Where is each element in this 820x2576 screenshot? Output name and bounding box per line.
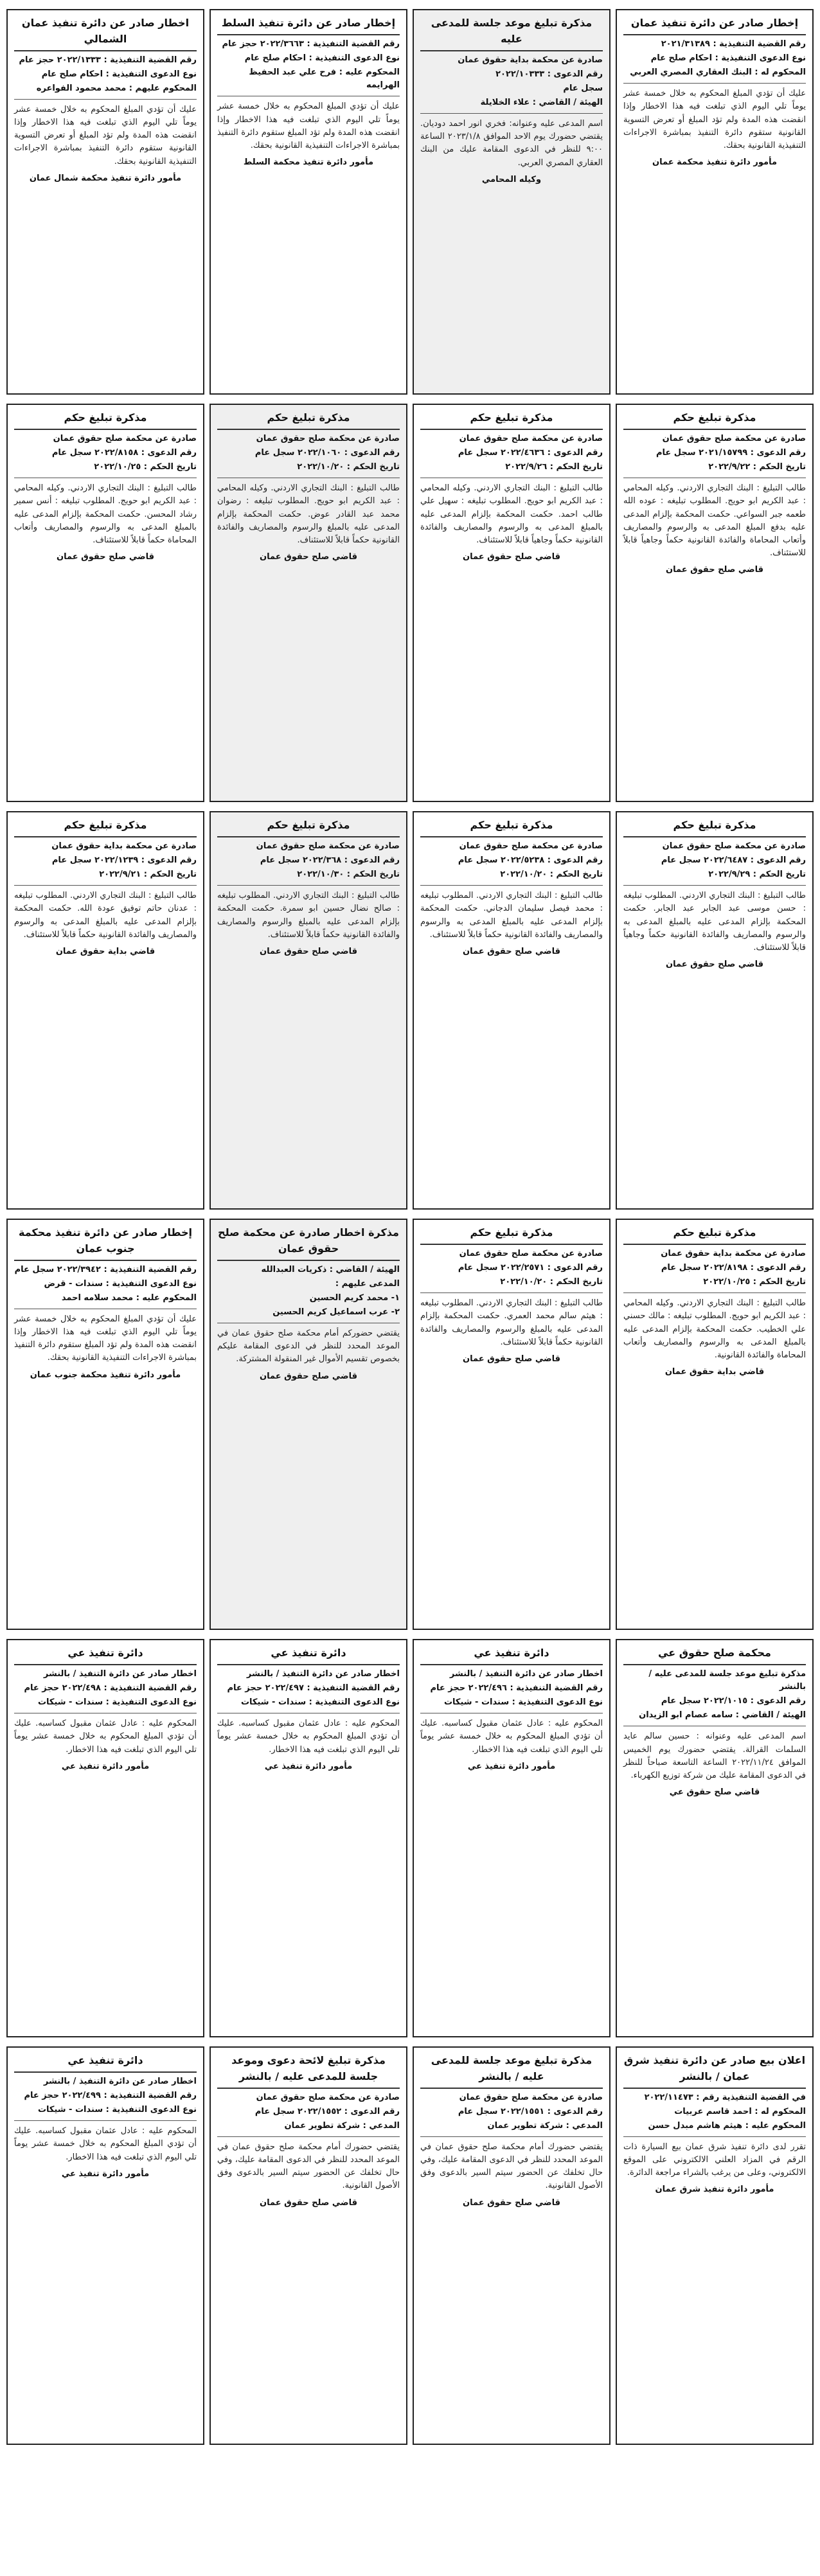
legal-notice bbox=[6, 2046, 204, 2445]
legal-notice bbox=[6, 1639, 204, 2037]
legal-notice bbox=[616, 1639, 814, 2037]
notice-line: نوع الدعوى التنفيذية : احكام صلح عام bbox=[650, 53, 806, 63]
notice-title: إخطار صادر عن دائرة تنفيذ عمان bbox=[630, 17, 799, 29]
title-divider bbox=[217, 1664, 400, 1665]
section-divider bbox=[217, 885, 400, 886]
legal-notice bbox=[616, 404, 814, 802]
title-divider bbox=[623, 2088, 806, 2089]
section-divider bbox=[14, 2120, 197, 2121]
section-divider bbox=[14, 99, 197, 100]
notice-line: نوع الدعوى التنفيذية : سندات - قرض bbox=[44, 1278, 197, 1289]
notice-line: صادرة عن محكمة بداية حقوق عمان bbox=[661, 1248, 806, 1258]
notice-row bbox=[6, 1639, 814, 2037]
notice-body: عليك أن تؤدي المبلغ المحكوم به خلال خمسة عشر يوماً تلي اليوم الذي تبلغت فيه هذا الاخطار وإذا انقضت هذه المدة ولم تؤد المبلغ ستقوم دائرة التنفيذ بمباشرة الاجراءات التنفيذية القانونية بحقك. bbox=[217, 102, 400, 150]
section-divider bbox=[420, 113, 603, 114]
notice-line: صادرة عن محكمة صلح حقوق عمان bbox=[459, 433, 603, 443]
notice-line: تاريخ الحكم : ٢٠٢٢/١٠/٢٥ bbox=[94, 462, 197, 472]
notice-line: تاريخ الحكم : ٢٠٢٢/١٠/٢٠ bbox=[297, 462, 400, 472]
notice-line: صادرة عن محكمة صلح حقوق عمان bbox=[256, 2092, 400, 2102]
title-divider bbox=[623, 429, 806, 430]
notice-row bbox=[6, 9, 814, 395]
notice-line: نوع الدعوى التنفيذية : سندات - شيكات bbox=[37, 1697, 197, 1708]
notice-body: يقتضي حضوركم أمام محكمة صلح حقوق عمان في الموعد المحدد للنظر في الدعوى المقامة عليكم بخصوص تقسيم الأموال غير المنقولة المشتركة. bbox=[217, 1328, 400, 1364]
notice-row bbox=[6, 404, 814, 802]
legal-notice bbox=[413, 9, 611, 395]
notice-line: تاريخ الحكم : ٢٠٢٢/١٠/٢٠ bbox=[500, 1277, 603, 1287]
notice-title: اخطار صادر عن دائرة تنفيذ عمان الشمالي bbox=[21, 17, 190, 45]
notice-footer: مأمور دائرة تنفيذ محكمة جنوب عمان bbox=[30, 1370, 181, 1380]
notice-footer: قاضي صلح حقوق عي bbox=[669, 1787, 760, 1797]
notice-line: صادرة عن محكمة صلح حقوق عمان bbox=[256, 433, 400, 443]
section-divider bbox=[623, 83, 806, 84]
notice-footer: مأمور دائرة تنفيذ عي bbox=[264, 1761, 353, 1771]
notice-line: المحكوم عليه : محمد سلامه احمد bbox=[61, 1292, 197, 1303]
notice-line: ١- محمد كريم الحسين bbox=[309, 1292, 400, 1303]
notice-line: اخطار صادر عن دائرة التنفيذ / بالنشر bbox=[43, 1668, 197, 1679]
notice-line: صادرة عن محكمة صلح حقوق عمان bbox=[53, 433, 197, 443]
notice-line: الهيئة / القاضي : ذكريات العبدالله bbox=[261, 1264, 400, 1275]
notice-title: مذكرة تبليغ حكم bbox=[673, 411, 756, 424]
notice-title: دائرة تنفيذ عي bbox=[474, 1647, 549, 1659]
legal-notice bbox=[6, 1219, 204, 1630]
notice-footer: مأمور دائرة تنفيذ محكمة شمال عمان bbox=[29, 173, 182, 183]
legal-notice bbox=[413, 404, 611, 802]
notice-body: طالب التبليغ : البنك التجاري الاردني. المطلوب تبليغه : صالح نضال حسين ابو سمرة. حكمت المحكمة بإلزام المدعى عليه بالمبلغ والرسوم والمصاريف والفائدة القانونية حكماً قابلاً للاستئناف. bbox=[217, 891, 400, 940]
legal-notice bbox=[6, 404, 204, 802]
notice-body: اسم المدعى عليه وعنوانه : حسين سالم عايد السلمات القرالة. يقتضي حضورك يوم الخميس الموافق ٢٠٢٢/١١/٢٤ الساعة التاسعة صباحاً للنظر في الدعوى المقامة عليك من شركة توزيع الكهرباء. bbox=[623, 1731, 807, 1780]
legal-notice bbox=[413, 1219, 611, 1630]
title-divider bbox=[14, 1664, 197, 1665]
notice-line: رقم الدعوى : ٢٠٢٢/١٥٥٢ سجل عام bbox=[254, 2106, 400, 2116]
section-divider bbox=[420, 2136, 603, 2137]
notice-title: مذكرة تبليغ موعد جلسة للمدعى عليه bbox=[431, 17, 593, 45]
notice-line: رقم الدعوى : ٢٠٢٢/٥٢٣٨ سجل عام bbox=[458, 855, 603, 865]
notice-body: المحكوم عليه : عادل عثمان مقبول كساسبه. عليك أن تؤدي المبلغ المحكوم به خلال خمسة عشر يوماً تلي اليوم الذي تبلغت فيه هذا الاخطار. bbox=[420, 1719, 603, 1755]
section-divider bbox=[623, 2136, 806, 2137]
notice-body: عليك أن تؤدي المبلغ المحكوم به خلال خمسة عشر يوماً تلي اليوم الذي تبلغت فيه هذا الاخطار وإذا انقضت هذه المدة ولم تؤد المبلغ أو تعرض التسوية القانونية ستقوم دائرة التنفيذ بمباشرة الاجراءات التنفيذية القانونية بحقك. bbox=[623, 89, 806, 150]
notice-line: نوع الدعوى التنفيذية : سندات - شيكات bbox=[37, 2105, 197, 2115]
notice-line: رقم الدعوى : ٢٠٢٢/٨١٥٨ سجل عام bbox=[51, 447, 197, 458]
notice-footer: مأمور دائرة تنفيذ عي bbox=[61, 1761, 150, 1771]
legal-notice bbox=[413, 2046, 611, 2445]
notice-line: رقم الدعوى : ٢٠٢٢/١٥٥١ سجل عام bbox=[458, 2106, 603, 2116]
notice-footer: قاضي صلح حقوق عمان bbox=[666, 959, 763, 969]
notice-title: دائرة تنفيذ عي bbox=[67, 2054, 143, 2066]
legal-notice bbox=[209, 2046, 407, 2445]
notice-body: طالب التبليغ : البنك التجاري الاردني. وكيله المحامي : عبد الكريم ابو حويج. المطلوب تبليغه : رضوان محمد عبد القادر عوض. حكمت المحكمة بإلزام المدعى عليه بالمبلغ والرسوم والمصاريف والفائدة القانونية حكماً قابلاً للاستئناف. bbox=[217, 483, 400, 545]
notice-footer: مأمور دائرة تنفيذ شرق عمان bbox=[655, 2185, 774, 2195]
notice-footer: قاضي بداية حقوق عمان bbox=[664, 1366, 765, 1377]
notice-line: في القضية التنفيذية رقم : ٢٠٢٢/١١٤٧٣ bbox=[644, 2092, 806, 2102]
notice-line: رقم القضية التنفيذية : ٢٠٢٢/١٣٣٣ حجز عام bbox=[19, 55, 197, 65]
notice-title: مذكرة تبليغ حكم bbox=[673, 1226, 756, 1239]
notice-body: طالب التبليغ : البنك التجاري الاردني. وكيله المحامي : عبد الكريم ابو حويج. المطلوب تبليغه : عوده الله طعمه جبر السواعي. حكمت المحكمة بإلزام المدعى عليه بدفع المبلغ المدعى به والرسوم والمصاريف وأتعاب المحاماة والفائدة القانونية حكماً وجاهياً قابلاً للاستئناف. bbox=[623, 483, 806, 558]
legal-notice bbox=[413, 811, 611, 1210]
notice-footer: قاضي صلح حقوق عمان bbox=[463, 551, 560, 562]
notice-line: تاريخ الحكم : ٢٠٢٢/٩/٢٩ bbox=[708, 870, 806, 880]
notice-line: نوع الدعوى التنفيذية : سندات - شيكات bbox=[240, 1697, 400, 1708]
legal-notice bbox=[616, 811, 814, 1210]
title-divider bbox=[14, 50, 197, 51]
notice-body: اسم المدعى عليه وعنوانه: فخري انور احمد دوديان. يقتضي حضورك يوم الاحد الموافق ٢٠٢٣/١/٨ الساعة ٩:٠٠ للنظر في الدعوى المقامة عليك من البنك العقاري المصري العربي. bbox=[420, 119, 603, 168]
notice-line: المدعي : شركة تطوير عمان bbox=[487, 2120, 603, 2131]
notice-line: المحكوم له : البنك العقاري المصري العربي bbox=[630, 67, 806, 78]
notice-footer: قاضي صلح حقوق عمان bbox=[260, 946, 357, 956]
legal-notice bbox=[209, 404, 407, 802]
notice-line: نوع الدعوى التنفيذية : احكام صلح عام bbox=[41, 69, 197, 79]
notice-row bbox=[6, 811, 814, 1210]
notice-line: رقم الدعوى : ٢٠٢٢/٨١٩٨ سجل عام bbox=[661, 1262, 806, 1273]
notice-title: إخطار صادر عن دائرة تنفيذ السلط bbox=[221, 17, 396, 29]
notice-line: رقم القضية التنفيذية : ٢٠٢٢/٤٩٧ حجز عام bbox=[227, 1683, 400, 1693]
notice-body: طالب التبليغ : البنك التجاري الاردني. المطلوب تبليغه : هيثم سالم محمد العمري. حكمت المحكمة بإلزام المدعى عليه بالمبلغ والرسوم والمصاريف والفائدة القانونية حكماً قابلاً للاستئناف. bbox=[420, 1298, 603, 1347]
notice-line: صادرة عن محكمة صلح حقوق عمان bbox=[459, 841, 603, 851]
notice-title: مذكرة تبليغ موعد جلسة للمدعى عليه / بالنشر bbox=[431, 2054, 593, 2082]
legal-notice bbox=[6, 9, 204, 395]
notice-title: مذكرة تبليغ حكم bbox=[64, 411, 147, 424]
notice-line: رقم الدعوى : ٢٠٢٢/١٠٦٠ سجل عام bbox=[254, 447, 400, 458]
title-divider bbox=[217, 429, 400, 430]
notice-footer: قاضي صلح حقوق عمان bbox=[260, 2197, 357, 2208]
notice-line: صادرة عن محكمة صلح حقوق عمان bbox=[459, 2092, 603, 2102]
legal-notice bbox=[209, 1639, 407, 2037]
section-divider bbox=[420, 1292, 603, 1293]
notice-footer: قاضي صلح حقوق عمان bbox=[260, 1371, 357, 1381]
legal-notice bbox=[209, 9, 407, 395]
title-divider bbox=[623, 1244, 806, 1245]
notice-line: تاريخ الحكم : ٢٠٢٢/١٠/٢٠ bbox=[500, 870, 603, 880]
legal-notice bbox=[413, 1639, 611, 2037]
notice-row bbox=[6, 1219, 814, 1630]
notice-body: طالب التبليغ : البنك التجاري الاردني. المطلوب تبليغه : عدنان حاتم توفيق عودة الله. حكمت المحكمة بإلزام المدعى عليه بالمبلغ المدعى به والرسوم والمصاريف والفائدة القانونية حكماً قابلاً للاستئناف. bbox=[14, 891, 197, 940]
legal-notice bbox=[209, 811, 407, 1210]
notice-body: طالب التبليغ : البنك التجاري الاردني. المطلوب تبليغه : محمد فيصل سليمان الدجاني. حكمت المحكمة بإلزام المدعى عليه بالمبلغ المدعى به والرسوم والمصاريف والفائدة القانونية حكماً قابلاً للاستئناف. bbox=[420, 891, 603, 940]
title-divider bbox=[217, 34, 400, 35]
section-divider bbox=[14, 885, 197, 886]
notice-line: اخطار صادر عن دائرة التنفيذ / بالنشر bbox=[43, 2076, 197, 2086]
notice-footer: قاضي صلح حقوق عمان bbox=[463, 946, 560, 956]
section-divider bbox=[623, 1292, 806, 1293]
notice-title: اعلان بيع صادر عن دائرة تنفيذ شرق عمان / بالنشر bbox=[623, 2054, 806, 2082]
notice-body: المحكوم عليه : عادل عثمان مقبول كساسبه. عليك أن تؤدي المبلغ المحكوم به خلال خمسة عشر يوماً تلي اليوم الذي تبلغت فيه هذا الاخطار. bbox=[217, 1719, 400, 1755]
notice-line: رقم الدعوى : ٢٠٢٢/٤٦٣٦ سجل عام bbox=[458, 447, 603, 458]
notice-body: المحكوم عليه : عادل عثمان مقبول كساسبه. عليك أن تؤدي المبلغ المحكوم به خلال خمسة عشر يوماً تلي اليوم الذي تبلغت فيه هذا الاخطار. bbox=[14, 2126, 197, 2162]
notice-body: عليك أن تؤدي المبلغ المحكوم به خلال خمسة عشر يوماً تلي اليوم الذي تبلغت فيه هذا الاخطار وإذا انقضت هذه المدة ولم تؤد المبلغ أو تعرض التسوية القانونية ستقوم دائرة التنفيذ بمباشرة الاجراءات التنفيذية القانونية بحقك. bbox=[14, 105, 197, 166]
notice-line: صادرة عن محكمة صلح حقوق عمان bbox=[662, 433, 806, 443]
notice-footer: قاضي صلح حقوق عمان bbox=[260, 551, 357, 562]
notice-title: مذكرة تبليغ حكم bbox=[267, 411, 350, 424]
title-divider bbox=[14, 1260, 197, 1261]
notice-body: طالب التبليغ : البنك التجاري الاردني. وكيله المحامي : عبد الكريم ابو حويج. المطلوب تبليغه : أنس سمير رشاد المحسن. حكمت المحكمة بإلزام المدعى عليه بالمبلغ المدعى به والرسوم والمصاريف وأتعاب المحاماة حكماً قابلاً للاستئناف. bbox=[14, 483, 197, 545]
notice-title: مذكرة تبليغ حكم bbox=[64, 819, 147, 831]
notice-line: صادرة عن محكمة بداية حقوق عمان bbox=[458, 55, 603, 65]
notice-line: الهيئة / القاضي : سامه عصام ابو الزيدان bbox=[639, 1710, 806, 1721]
notice-line: رقم الدعوى : ٢٠٢٢/٣٦٨ سجل عام bbox=[260, 855, 400, 865]
notice-footer: مأمور دائرة تنفيذ عي bbox=[467, 1761, 556, 1771]
title-divider bbox=[623, 1664, 806, 1665]
title-divider bbox=[420, 2088, 603, 2089]
notice-footer: قاضي صلح حقوق عمان bbox=[57, 551, 154, 562]
notice-title: مذكرة اخطار صادرة عن محكمة صلح حقوق عمان bbox=[218, 1226, 399, 1255]
notice-title: مذكرة تبليغ لائحة دعوى وموعد جلسة للمدعى عليه / بالنشر bbox=[231, 2054, 386, 2082]
title-divider bbox=[14, 2071, 197, 2073]
title-divider bbox=[14, 429, 197, 430]
section-divider bbox=[420, 885, 603, 886]
legal-notice bbox=[616, 1219, 814, 1630]
section-divider bbox=[623, 885, 806, 886]
notice-footer: مأمور دائرة تنفيذ محكمة عمان bbox=[652, 157, 777, 167]
notice-line: مذكرة تبليغ موعد جلسة للمدعى عليه / بالنشر bbox=[648, 1668, 806, 1692]
notice-title: مذكرة تبليغ حكم bbox=[267, 819, 350, 831]
notice-line: رقم القضية التنفيذية : ٢٠٢١/٣١٣٨٩ bbox=[661, 39, 806, 49]
notice-title: مذكرة تبليغ حكم bbox=[470, 819, 553, 831]
notice-footer: قاضي بداية حقوق عمان bbox=[55, 946, 156, 956]
notice-body: المحكوم عليه : عادل عثمان مقبول كساسبه. عليك أن تؤدي المبلغ المحكوم به خلال خمسة عشر يوماً تلي اليوم الذي تبلغت فيه هذا الاخطار. bbox=[14, 1719, 197, 1755]
notice-line: ٢- عرب اسماعيل كريم الحسين bbox=[272, 1307, 400, 1318]
notice-line: اخطار صادر عن دائرة التنفيذ / بالنشر bbox=[246, 1668, 400, 1679]
legal-notice bbox=[616, 2046, 814, 2445]
notice-body: عليك أن تؤدي المبلغ المحكوم به خلال خمسة عشر يوماً تلي اليوم الذي تبلغت فيه هذا الاخطار وإذا انقضت هذه المدة ولم تؤد المبلغ ستقوم دائرة التنفيذ بمباشرة الاجراءات التنفيذية القانونية بحقك. bbox=[14, 1314, 197, 1363]
notice-body: تقرر لدى دائرة تنفيذ شرق عمان بيع السيارة ذات الرقم في المزاد العلني الالكتروني على الموقع الالكتروني، وعلى من يرغب بالشراء مراجعة الدائرة. bbox=[623, 2142, 806, 2178]
notice-line: رقم القضية التنفيذية : ٢٠٢٢/٤٩٦ حجز عام bbox=[430, 1683, 603, 1693]
notice-line: نوع الدعوى التنفيذية : احكام صلح عام bbox=[244, 53, 400, 63]
notice-line: صادرة عن محكمة بداية حقوق عمان bbox=[51, 841, 197, 851]
notice-line: رقم الدعوى : ٢٠٢١/١٥٧٩٩ سجل عام bbox=[655, 447, 806, 458]
notice-body: يقتضي حضورك أمام محكمة صلح حقوق عمان في الموعد المحدد للنظر في الدعوى المقامة عليك، وفي حال تخلفك عن الحضور سيتم السير بالدعوى وفق الأصول القانونية. bbox=[420, 2142, 603, 2191]
notice-line: رقم القضية التنفيذية : ٢٠٢٢/٣٩٤٢ سجل عام bbox=[14, 1264, 197, 1275]
title-divider bbox=[14, 836, 197, 837]
notice-line: نوع الدعوى التنفيذية : سندات - شيكات bbox=[443, 1697, 603, 1708]
notice-line: رقم القضية التنفيذية : ٢٠٢٢/٤٩٩ حجز عام bbox=[24, 2090, 197, 2100]
notice-body: يقتضي حضورك أمام محكمة صلح حقوق عمان في الموعد المحدد للنظر في الدعوى المقامة عليك، وفي حال تخلفك عن الحضور سيتم السير بالدعوى وفق الأصول القانونية. bbox=[217, 2142, 400, 2191]
notice-line: سجل عام bbox=[563, 83, 603, 93]
notice-line: رقم الدعوى : ٢٠٢٢/١٠١٥ سجل عام bbox=[661, 1696, 806, 1706]
notice-line: اخطار صادر عن دائرة التنفيذ / بالنشر bbox=[449, 1668, 603, 1679]
title-divider bbox=[217, 836, 400, 837]
notice-line: صادرة عن محكمة صلح حقوق عمان bbox=[256, 841, 400, 851]
notice-title: محكمة صلح حقوق عي bbox=[658, 1647, 771, 1659]
section-divider bbox=[217, 2136, 400, 2137]
legal-notice bbox=[209, 1219, 407, 1630]
title-divider bbox=[420, 836, 603, 837]
notice-line: تاريخ الحكم : ٢٠٢٢/٩/٢٦ bbox=[505, 462, 603, 472]
notice-line: تاريخ الحكم : ٢٠٢٢/٩/٢٢ bbox=[708, 462, 806, 472]
notice-line: المحكوم عليه : هيثم هاشم مبدل حسن bbox=[648, 2120, 806, 2131]
title-divider bbox=[217, 1260, 400, 1261]
notice-footer: مأمور دائرة تنفيذ محكمة السلط bbox=[243, 157, 374, 167]
notice-line: تاريخ الحكم : ٢٠٢٢/١٠/٣٠ bbox=[297, 870, 400, 880]
notice-line: رقم القضية التنفيذية : ٢٠٢٢/٤٩٨ حجز عام bbox=[24, 1683, 197, 1693]
notice-line: المحكوم له : احمد قاسم عربيات bbox=[674, 2106, 806, 2116]
notice-footer: قاضي صلح حقوق عمان bbox=[463, 1354, 560, 1364]
notice-line: رقم الدعوى : ٢٠٢٢/١٢٣٩ سجل عام bbox=[51, 855, 197, 865]
notice-title: دائرة تنفيذ عي bbox=[67, 1647, 143, 1659]
notice-title: مذكرة تبليغ حكم bbox=[673, 819, 756, 831]
notice-line: صادرة عن محكمة صلح حقوق عمان bbox=[662, 841, 806, 851]
notice-line: تاريخ الحكم : ٢٠٢٢/١٠/٢٥ bbox=[703, 1277, 806, 1287]
notice-title: مذكرة تبليغ حكم bbox=[470, 1226, 553, 1239]
notice-footer: وكيله المحامي bbox=[481, 174, 542, 184]
notice-line: تاريخ الحكم : ٢٠٢٢/٩/٢١ bbox=[99, 870, 197, 880]
notice-body: طالب التبليغ : البنك التجاري الاردني. وكيله المحامي : عبد الكريم ابو حويج. المطلوب تبليغه : سهيل علي طالب احمد. حكمت المحكمة بإلزام المدعى عليه بالمبلغ المدعى به والرسوم والمصاريف والفائدة القانونية حكماً وجاهياً قابلاً للاستئناف. bbox=[420, 483, 603, 545]
notice-line: رقم الدعوى : ٢٠٢٢/١٠٣٣٣ bbox=[495, 69, 603, 79]
notice-footer: قاضي صلح حقوق عمان bbox=[463, 2197, 560, 2208]
notice-footer: قاضي صلح حقوق عمان bbox=[666, 565, 763, 575]
notice-line: المدعى عليهم : bbox=[335, 1278, 400, 1289]
notice-line: المدعي : شركة تطوير عمان bbox=[284, 2120, 400, 2131]
title-divider bbox=[420, 50, 603, 51]
title-divider bbox=[623, 836, 806, 837]
legal-notice bbox=[616, 9, 814, 395]
notice-line: المحكوم عليه : فرح علي عبد الحفيظ الهرايمه bbox=[249, 67, 400, 91]
notice-title: إخطار صادر عن دائرة تنفيذ محكمة جنوب عمان bbox=[19, 1226, 192, 1255]
title-divider bbox=[420, 1244, 603, 1245]
notice-body: طالب التبليغ : البنك التجاري الاردني. وكيله المحامي : عبد الكريم ابو حويج. المطلوب تبليغه : مالك حسني علي الخطيب. حكمت المحكمة بإلزام المدعى عليه بالمبلغ المدعى به والرسوم والمصاريف وأتعاب المحاماة والفائدة القانونية. bbox=[623, 1298, 806, 1360]
title-divider bbox=[623, 34, 806, 35]
notice-footer: مأمور دائرة تنفيذ عي bbox=[61, 2169, 150, 2179]
notice-body: طالب التبليغ : البنك التجاري الاردني. المطلوب تبليغه : حسن موسى عبد الجابر عبد الجابر. حكمت المحكمة بإلزام المدعى عليه بالمبلغ المدعى به والرسوم والمصاريف والفائدة القانونية حكماً وجاهياً قابلاً للاستئناف. bbox=[623, 891, 806, 953]
legal-notice bbox=[6, 811, 204, 1210]
title-divider bbox=[420, 429, 603, 430]
title-divider bbox=[420, 1664, 603, 1665]
notice-line: رقم الدعوى : ٢٠٢٢/٢٥٧١ سجل عام bbox=[458, 1262, 603, 1273]
notice-row bbox=[6, 2046, 814, 2445]
notice-line: المحكوم عليهم : محمد محمود الفواعره bbox=[36, 83, 197, 93]
notice-line: صادرة عن محكمة صلح حقوق عمان bbox=[459, 1248, 603, 1258]
notice-title: مذكرة تبليغ حكم bbox=[470, 411, 553, 424]
title-divider bbox=[217, 2088, 400, 2089]
notice-line: رقم القضية التنفيذية : ٢٠٢٢/٣٦٦٣ حجز عام bbox=[222, 39, 400, 49]
notice-line: رقم الدعوى : ٢٠٢٢/٦٤٨٧ سجل عام bbox=[661, 855, 806, 865]
notice-title: دائرة تنفيذ عي bbox=[271, 1647, 346, 1659]
notice-line: الهيئة / القاضي : علاء الخلايلة bbox=[480, 98, 603, 108]
